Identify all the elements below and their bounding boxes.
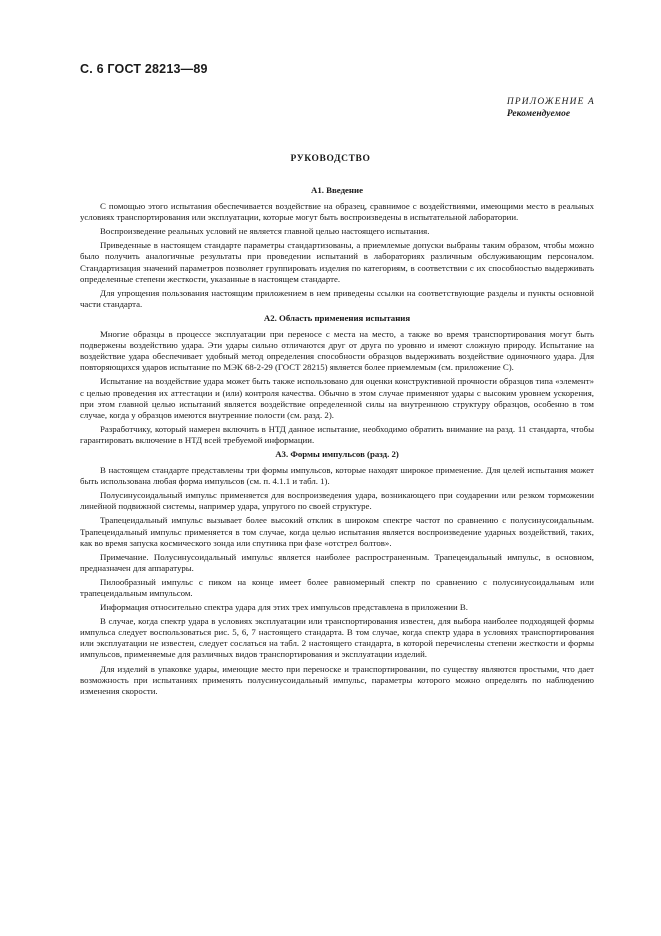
document-title: РУКОВОДСТВО: [290, 154, 371, 164]
paragraph: Разработчику, который намерен включить в НТД данное испытание, необходимо обратить внимание на разд. 11 стандарта, чтобы гарантировать включение в НТД всей требуемой информации.: [80, 423, 594, 445]
paragraph: Для изделий в упаковке удары, имеющие место при переноске и транспортировании, по существу являются простыми, что дает возможность при испытаниях применять полусинусоидальный импульс, параметры которого можно определять по наблюдению изменения скорости.: [80, 663, 594, 696]
paragraph: Приведенные в настоящем стандарте параметры стандартизованы, а приемлемые допуски выбраны таким образом, чтобы можно было получить аналогичные результаты при проведении испытаний в лабораториях различным обслуживающим персоналом. Стандартизация значений параметров позволяет группировать изделия по категориям, в соответствии с их способностью выдерживать определенные степени жесткости, указанные в настоящем стандарте.: [80, 240, 594, 284]
section-heading: А1. Введение: [311, 185, 363, 195]
section-heading: А2. Область применения испытания: [263, 312, 411, 323]
paragraph: Полусинусоидальный импульс применяется для воспроизведения удара, возникающего при соударении или резком торможении линейной подвижной системы, например удара, упругого по своей структуре.: [80, 490, 594, 512]
paragraph: Испытание на воздействие удара может быть также использовано для оценки конструктивной прочности образцов типа «элемент» с целью проведения их аттестации и (или) контроля качества. Обычно в этом случае применяют удары с высоким уровнем ускорения, при этом главной целью испытаний является воздействие определенной силы на внутреннюю структуру образцов, особенно в том случае, когда у образцов имеются внутренние полости (см. разд. 2).: [80, 376, 594, 420]
document-body: [80, 182, 594, 700]
paragraph: Многие образцы в процессе эксплуатации при переносе с места на место, а также во время транспортирования могут быть подвержены воздействию удара. Эти удары сильно отличаются друг от друга по уровню и имеют сложную природу. Испытание на воздействие удара обеспечивает удобный метод определения способности образцов выдерживать воздействие одиночного удара. Для повторяющихся ударов испытание по МЭК 68-2-29 (ГОСТ 28215) является более приемлемым (см. приложение С).: [80, 329, 594, 373]
section-heading: А3. Формы импульсов (разд. 2): [275, 448, 399, 459]
paragraph: В случае, когда спектр удара в условиях эксплуатации или транспортирования известен, для выбора наиболее подходящей формы импульса следует воспользоваться рис. 5, 6, 7 настоящего стандарта. В том случае, когда спектр удара в условиях транспортирования или эксплуатации не известен, следует сослаться на табл. 2 настоящего стандарта, в которой перечислены степени жесткости и формы импульсов, применяемые для различных видов транспортирования и эксплуатации изделий.: [80, 616, 594, 660]
paragraph: Воспроизведение реальных условий не является главной целью настоящего испытания.: [100, 226, 430, 237]
paragraph: Трапецеидальный импульс вызывает более высокий отклик в широком спектре частот по сравнению с полусинусоидальным. Трапецеидальный импульс применяется в том случае, когда целью испытания является воспроизведение ударных воздействий, таких, как во время запуска космического зонда или спутника при фазе «отстрел болтов».: [80, 515, 594, 548]
paragraph: Информация относительно спектра удара для этих трех импульсов представлена в приложении В.: [100, 602, 468, 613]
appendix-status: Рекомендуемое: [506, 109, 571, 119]
paragraph: Для упрощения пользования настоящим приложением в нем приведены ссылки на соответствующие разделы и пункты основной части стандарта.: [80, 287, 594, 309]
note-paragraph: Примечание. Полусинусоидальный импульс является наиболее распространенным. Трапецеидальный импульс, в основном, предназначен для аппаратуры.: [80, 551, 594, 573]
paragraph: В настоящем стандарте представлены три формы импульсов, которые находят широкое применение. Для целей испытания может быть использована любая форма импульсов (см. п. 4.1.1 и табл. 1).: [80, 465, 594, 487]
paragraph: С помощью этого испытания обеспечивается воздействие на образец, сравнимое с воздействиями, имеющими место в реальных условиях транспортирования или эксплуатации, которые могут быть воспроизведены в испытательной лаборатории.: [80, 201, 594, 223]
appendix-title: ПРИЛОЖЕНИЕ А: [506, 97, 595, 107]
page-header: С. 6 ГОСТ 28213—89: [80, 62, 208, 76]
appendix-label: [507, 96, 595, 120]
paragraph: Пилообразный импульс с пиком на конце имеет более равномерный спектр по сравнению с полусинусоидальным или трапецеидальным импульсом.: [80, 576, 594, 598]
